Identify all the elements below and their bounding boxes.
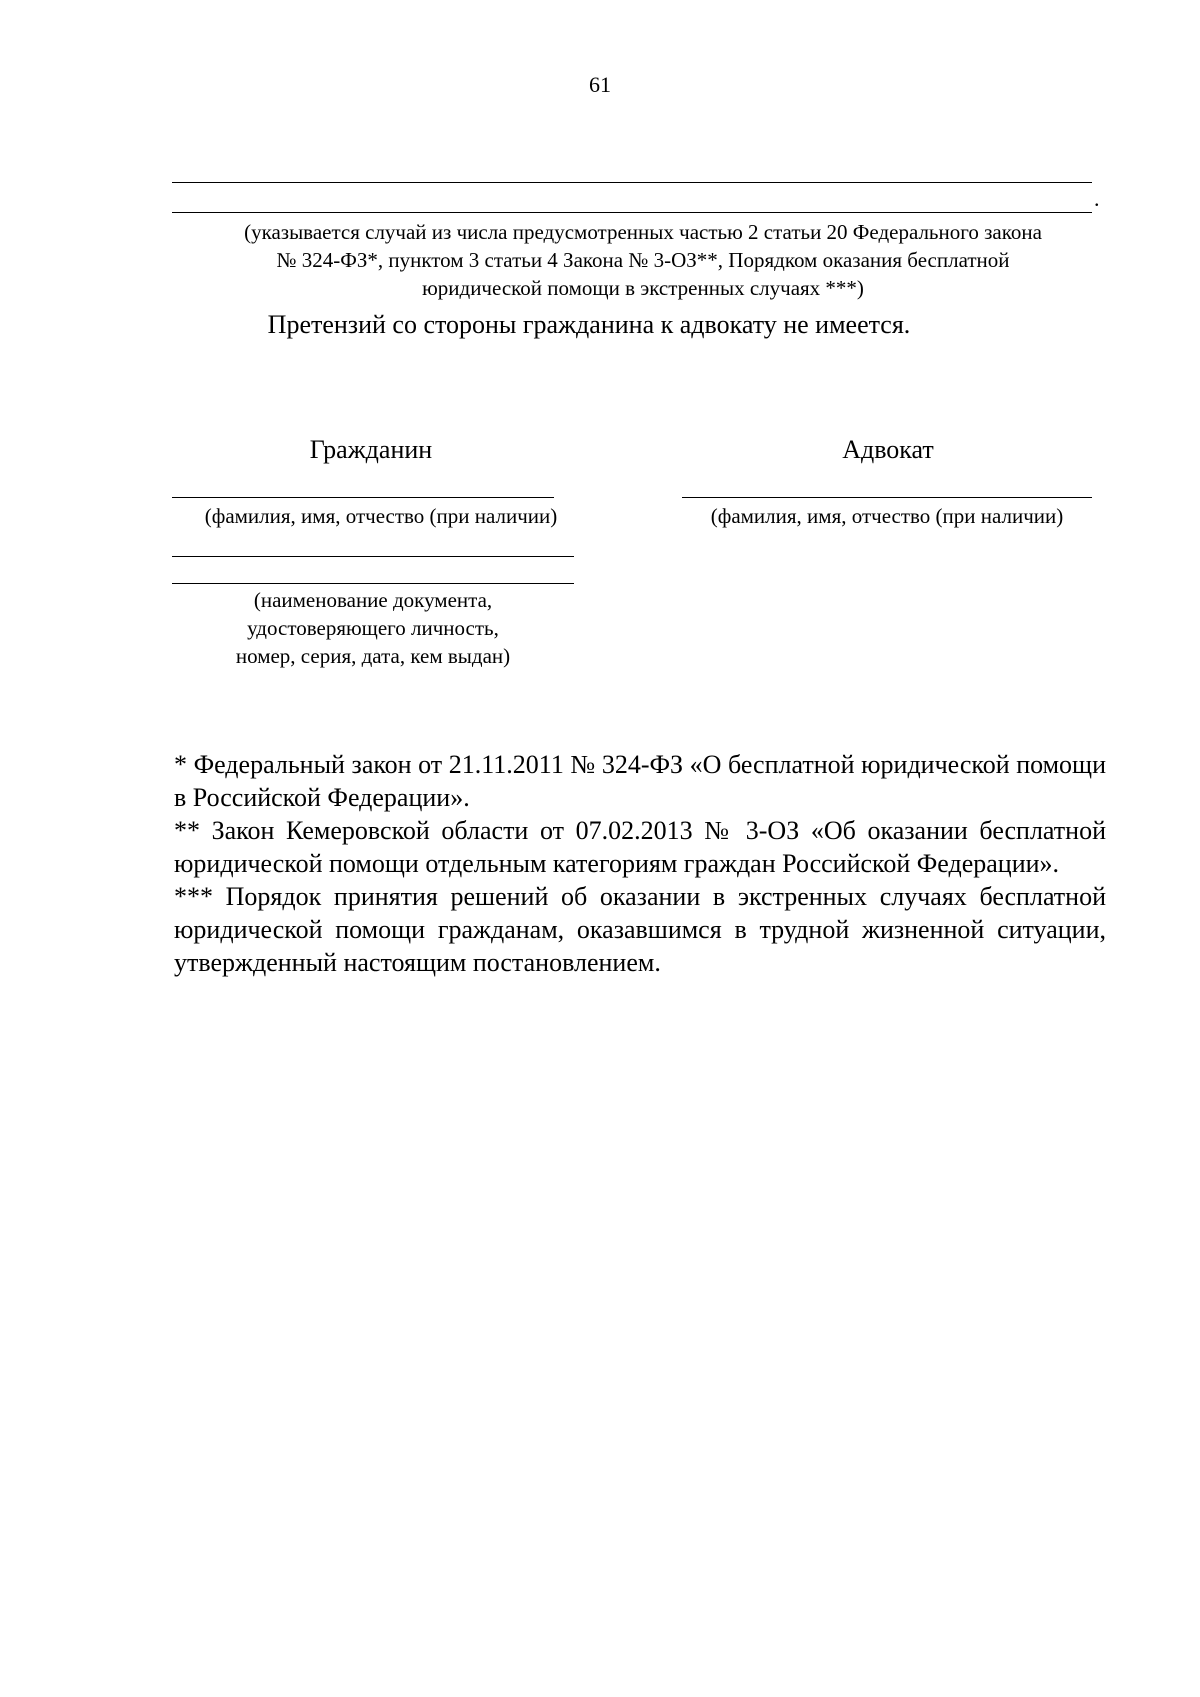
footnote-3: *** Порядок принятия решений об оказании в экстренных случаях бесплатной юридической помощи гражданам, оказавшимся в трудной жизненной ситуации, утвержденный настоящим постановлением.: [174, 882, 1106, 977]
fill-line-period: .: [1094, 186, 1100, 211]
citizen-doc-caption: [172, 586, 574, 670]
citizen-doc-caption-line-2: удостоверяющего личность,: [247, 616, 499, 640]
citizen-name-caption: (фамилия, имя, отчество (при наличии): [204, 504, 558, 528]
footnotes: [174, 748, 1106, 979]
case-caption-line-3: юридической помощи в экстренных случаях ***): [422, 276, 864, 300]
lawyer-title: Адвокат: [842, 435, 934, 464]
citizen-title: Гражданин: [309, 435, 433, 464]
no-claims-statement: Претензий со стороны гражданина к адвокату не имеется.: [267, 310, 911, 339]
citizen-doc-caption-line-1: (наименование документа,: [253, 588, 493, 612]
citizen-doc-line-2: [172, 583, 574, 584]
lawyer-name-line: [682, 497, 1092, 498]
fill-line-1: [172, 182, 1092, 183]
footnote-2: ** Закон Кемеровской области от 07.02.2013 № 3-ОЗ «Об оказании бесплатной юридической помощи отдельным категориям граждан Российской Федерации».: [174, 816, 1106, 878]
lawyer-name-caption: (фамилия, имя, отчество (при наличии): [710, 504, 1064, 528]
case-caption: [172, 218, 1114, 302]
citizen-doc-caption-line-3: номер, серия, дата, кем выдан): [235, 644, 511, 668]
citizen-doc-line-1: [172, 556, 574, 557]
footnote-1: * Федеральный закон от 21.11.2011 № 324-ФЗ «О бесплатной юридической помощи в Российской Федерации».: [174, 750, 1106, 812]
page-number: 61: [589, 72, 611, 97]
case-caption-line-1: (указывается случай из числа предусмотренных частью 2 статьи 20 Федерального закона: [244, 220, 1042, 244]
case-caption-line-2: № 324-ФЗ*, пунктом 3 статьи 4 Закона № 3-ОЗ**, Порядком оказания бесплатной: [276, 248, 1010, 272]
citizen-name-line: [172, 497, 554, 498]
fill-line-2: [172, 212, 1092, 213]
